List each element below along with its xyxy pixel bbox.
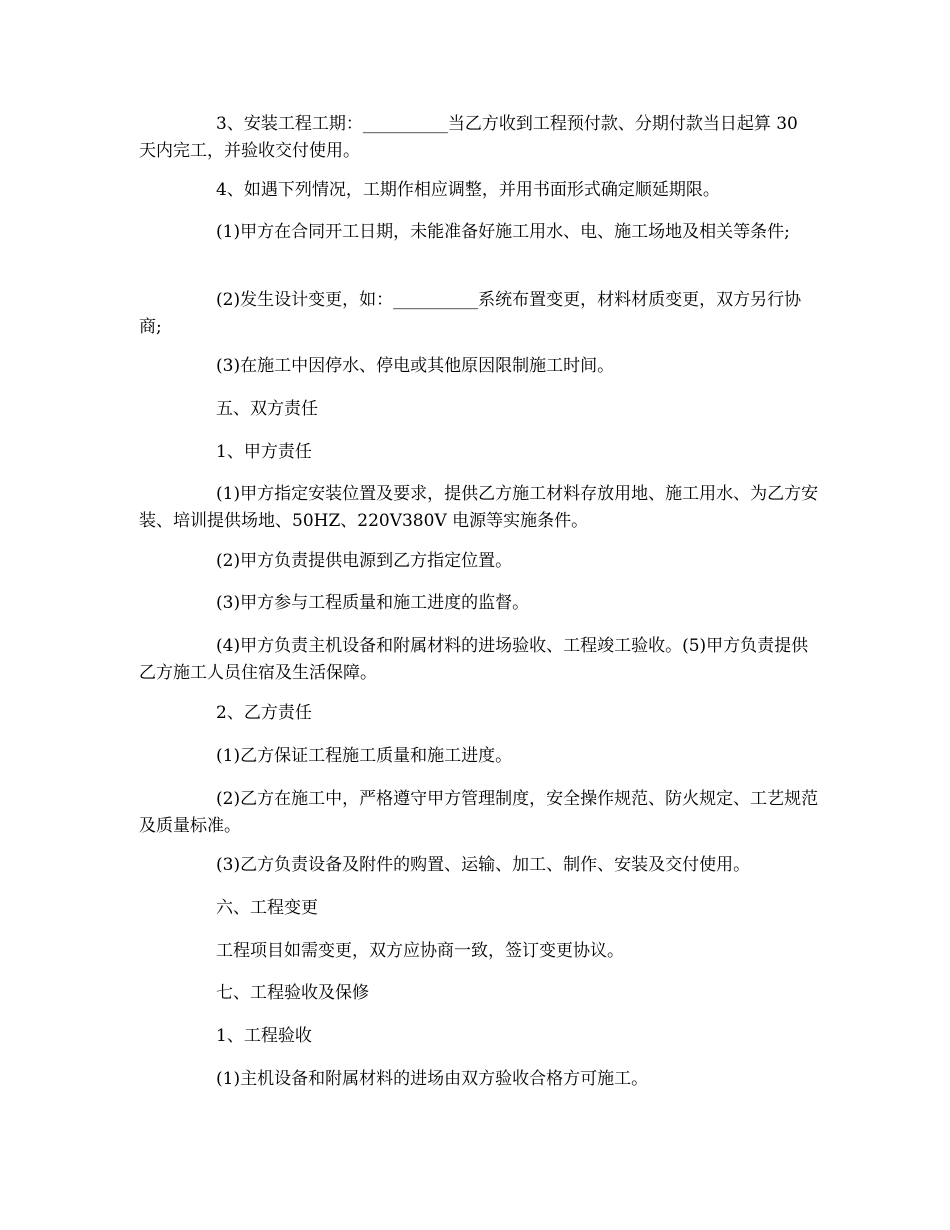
party-b-item-1: (1)乙方保证工程施工质量和施工进度。: [216, 746, 513, 766]
change-text: 工程项目如需变更，双方应协商一致，签订变更协议。: [216, 941, 624, 961]
party-a-item-3: (3)甲方参与工程质量和施工进度的监督。: [216, 593, 530, 613]
section-heading-change: 六、工程变更: [216, 898, 318, 918]
subheading-party-b: 2、乙方责任: [216, 703, 312, 723]
party-a-item-4-5: (4)甲方负责主机设备和附属材料的进场验收、工程竣工验收。(5)甲方负责提供乙方施工人员住宿及生活保障。: [139, 636, 809, 683]
condition-item-3: (3)在施工中因停水、停电或其他原因限制施工时间。: [216, 356, 615, 376]
clause-install-period: 3、安装工程工期：__________当乙方收到工程预付款、分期付款当日起算 30 天内完工，并验收交付使用。: [139, 114, 798, 161]
subheading-party-a: 1、甲方责任: [216, 442, 312, 462]
condition-item-1: (1)甲方在合同开工日期，未能准备好施工用水、电、施工场地及相关等条件;: [216, 222, 790, 242]
party-a-item-1: (1)甲方指定安装位置及要求，提供乙方施工材料存放用地、施工用水、为乙方安装、培训提供场地、50HZ、220V380V 电源等实施条件。: [139, 484, 819, 531]
subheading-acceptance: 1、工程验收: [216, 1026, 312, 1046]
party-b-item-3: (3)乙方负责设备及附件的购置、运输、加工、制作、安装及交付使用。: [216, 855, 751, 875]
acceptance-item-1: (1)主机设备和附属材料的进场由双方验收合格方可施工。: [216, 1069, 649, 1089]
party-a-item-2: (2)甲方负责提供电源到乙方指定位置。: [216, 551, 513, 571]
section-heading-responsibilities: 五、双方责任: [216, 399, 318, 419]
party-b-item-2: (2)乙方在施工中，严格遵守甲方管理制度，安全操作规范、防火规定、工艺规范及质量标准。: [139, 789, 819, 836]
section-heading-acceptance: 七、工程验收及保修: [216, 983, 369, 1003]
condition-item-2: (2)发生设计变更，如：__________系统布置变更，材料材质变更，双方另行协商;: [139, 290, 802, 337]
clause-schedule-adjustment: 4、如遇下列情况，工期作相应调整，并用书面形式确定顺延期限。: [216, 180, 720, 200]
